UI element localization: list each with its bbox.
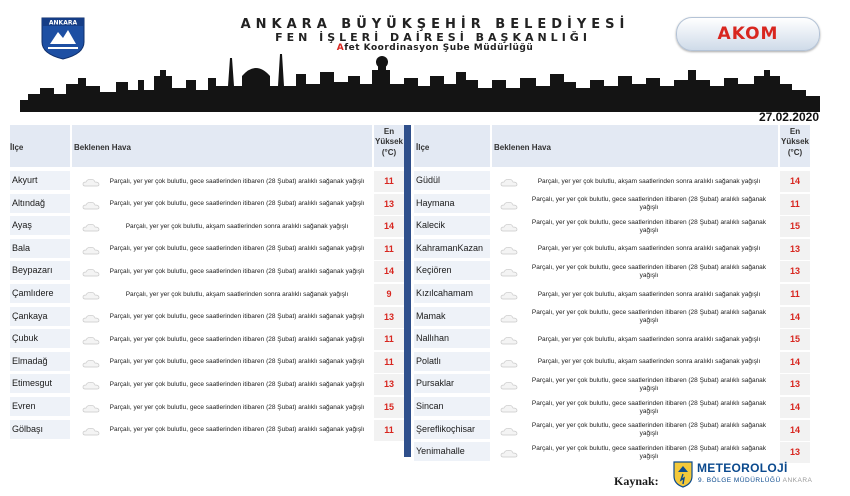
header-beklenen-cell (72, 125, 372, 167)
max-temperature: 13 (374, 307, 404, 328)
header-department-initial: A (336, 43, 345, 53)
table-row (414, 329, 812, 350)
header-department-rest: fet Koordinasyon Şube Müdürlüğü (344, 43, 534, 53)
max-temperature: 15 (780, 329, 810, 350)
forecast-description: Parçalı, yer yer çok bulutlu, gece saatlerinden itibaren (28 Şubat) aralıklı sağanak yağışlı (531, 444, 767, 460)
cloud-icon (500, 333, 518, 343)
max-temperature: 13 (780, 261, 810, 282)
header-temp-line1: En (383, 127, 395, 136)
cloud-icon (500, 220, 518, 230)
header-beklenen-right-cell (492, 125, 778, 167)
cloud-icon (500, 311, 518, 321)
forecast-description: Parçalı, yer yer çok bulutlu, akşam saatlerinden sonra aralıklı sağanak yağışlı (537, 245, 761, 253)
header-beklenen: Beklenen Hava (74, 143, 131, 152)
cloud-icon (500, 356, 518, 366)
forecast-description: Parçalı, yer yer çok bulutlu, gece saatlerinden itibaren (28 Şubat) aralıklı sağanak yağışlı (531, 309, 767, 325)
meteoroloji-subtitle (698, 477, 812, 484)
max-temperature: 11 (374, 352, 404, 373)
cloud-icon (82, 220, 100, 230)
forecast-description: Parçalı, yer yer çok bulutlu, akşam saatlerinden sonra aralıklı sağanak yağışlı (125, 222, 349, 230)
cloud-icon (500, 288, 518, 298)
meteoroloji-city: ANKARA (782, 477, 813, 484)
max-temperature: 13 (374, 194, 404, 215)
header-temp-line3: (°C) (381, 148, 397, 157)
district-name: Çubuk (10, 329, 70, 348)
max-temperature: 9 (374, 284, 404, 305)
table-row (414, 420, 812, 441)
forecast-description: Parçalı, yer yer çok bulutlu, gece saatlerinden itibaren (28 Şubat) aralıklı sağanak yağışlı (531, 399, 767, 415)
header-ilce-cell (10, 125, 70, 167)
svg-text:ANKARA: ANKARA (48, 19, 78, 27)
cloud-icon (500, 401, 518, 411)
district-name: Kalecik (414, 216, 490, 235)
forecast-description: Parçalı, yer yer çok bulutlu, akşam saatlerinden sonra aralıklı sağanak yağışlı (537, 290, 761, 298)
table-row (10, 329, 404, 350)
district-name: Gölbaşı (10, 420, 70, 439)
max-temperature: 11 (780, 194, 810, 215)
max-temperature: 15 (374, 397, 404, 418)
max-temperature: 11 (374, 171, 404, 192)
max-temperature: 14 (780, 352, 810, 373)
header-ilce: İlçe (10, 143, 24, 152)
district-name: Sincan (414, 397, 490, 416)
forecast-description: Parçalı, yer yer çok bulutlu, gece saatlerinden itibaren (28 Şubat) aralıklı sağanak yağışlı (109, 380, 365, 388)
district-name: Bala (10, 239, 70, 258)
table-row (10, 397, 404, 418)
table-row (414, 397, 812, 418)
header-temp-right-line1: En (789, 127, 801, 136)
max-temperature: 14 (780, 420, 810, 441)
district-name: Güdül (414, 171, 490, 190)
forecast-description: Parçalı, yer yer çok bulutlu, gece saatlerinden itibaren (28 Şubat) aralıklı sağanak yağışlı (531, 422, 767, 438)
table-row (10, 374, 404, 395)
cloud-icon (82, 311, 100, 321)
forecast-description: Parçalı, yer yer çok bulutlu, gece saatlerinden itibaren (28 Şubat) aralıklı sağanak yağışlı (109, 313, 365, 321)
meteoroloji-logo-icon (672, 460, 694, 488)
meteoroloji-subtitle-text: 9. BÖLGE MÜDÜRLÜĞÜ (698, 477, 781, 484)
table-row (10, 420, 404, 441)
table-row (414, 352, 812, 373)
header-beklenen-right: Beklenen Hava (494, 143, 551, 152)
district-name: Polatlı (414, 352, 490, 371)
district-name: Elmadağ (10, 352, 70, 371)
max-temperature: 11 (374, 329, 404, 350)
table-row (10, 352, 404, 373)
forecast-description: Parçalı, yer yer çok bulutlu, gece saatlerinden itibaren (28 Şubat) aralıklı sağanak yağışlı (109, 358, 365, 366)
max-temperature: 11 (374, 420, 404, 441)
forecast-description: Parçalı, yer yer çok bulutlu, gece saatlerinden itibaren (28 Şubat) aralıklı sağanak yağışlı (531, 196, 767, 212)
table-row (10, 261, 404, 282)
max-temperature: 14 (374, 261, 404, 282)
meteoroloji-title: METEOROLOJİ (697, 461, 788, 475)
ankara-skyline-image (20, 50, 820, 112)
district-name: Çankaya (10, 307, 70, 326)
max-temperature: 11 (780, 284, 810, 305)
cloud-icon (82, 401, 100, 411)
table-row (10, 216, 404, 237)
cloud-icon (500, 378, 518, 388)
forecast-description: Parçalı, yer yer çok bulutlu, gece saatlerinden itibaren (28 Şubat) aralıklı sağanak yağışlı (531, 376, 767, 392)
max-temperature: 14 (780, 307, 810, 328)
max-temperature: 11 (374, 239, 404, 260)
district-name: Etimesgut (10, 374, 70, 393)
table-row (10, 194, 404, 215)
akom-logo (676, 17, 820, 51)
cloud-icon (500, 446, 518, 456)
cloud-icon (82, 243, 100, 253)
forecast-description: Parçalı, yer yer çok bulutlu, akşam saatlerinden sonra aralıklı sağanak yağışlı (125, 290, 349, 298)
cloud-icon (82, 175, 100, 185)
district-name: Evren (10, 397, 70, 416)
cloud-icon (500, 198, 518, 208)
forecast-description: Parçalı, yer yer çok bulutlu, gece saatlerinden itibaren (28 Şubat) aralıklı sağanak yağışlı (109, 335, 365, 343)
cloud-icon (500, 424, 518, 434)
max-temperature: 13 (780, 374, 810, 395)
header-temp-cell (374, 125, 404, 167)
max-temperature: 14 (780, 397, 810, 418)
header-subtitle: FEN İŞLERİ DAİRESİ BAŞKANLIĞI (275, 31, 591, 44)
max-temperature: 15 (780, 216, 810, 237)
table-separator (404, 125, 411, 457)
header-temp-right-cell (780, 125, 810, 167)
table-row (414, 239, 812, 260)
akom-logo-text: AKOM (717, 24, 779, 44)
table-row (414, 284, 812, 305)
cloud-icon (500, 265, 518, 275)
table-row (10, 307, 404, 328)
table-row (10, 239, 404, 260)
forecast-description: Parçalı, yer yer çok bulutlu, akşam saatlerinden sonra aralıklı sağanak yağışlı (537, 358, 761, 366)
cloud-icon (500, 175, 518, 185)
district-name: Nallıhan (414, 329, 490, 348)
district-name: Ayaş (10, 216, 70, 235)
max-temperature: 13 (780, 239, 810, 260)
district-name: Kızılcahamam (414, 284, 490, 303)
district-name: KahramanKazan (414, 239, 490, 258)
forecast-description: Parçalı, yer yer çok bulutlu, gece saatlerinden itibaren (28 Şubat) aralıklı sağanak yağışlı (531, 263, 767, 279)
district-name: Altındağ (10, 194, 70, 213)
header-ilce-right: İlçe (416, 143, 430, 152)
table-row (10, 171, 404, 192)
cloud-icon (82, 333, 100, 343)
district-name: Akyurt (10, 171, 70, 190)
forecast-description: Parçalı, yer yer çok bulutlu, gece saatlerinden itibaren (28 Şubat) aralıklı sağanak yağışlı (109, 177, 365, 185)
forecast-description: Parçalı, yer yer çok bulutlu, gece saatlerinden itibaren (28 Şubat) aralıklı sağanak yağışlı (109, 426, 365, 434)
forecast-description: Parçalı, yer yer çok bulutlu, gece saatlerinden itibaren (28 Şubat) aralıklı sağanak yağışlı (531, 218, 767, 234)
forecast-description: Parçalı, yer yer çok bulutlu, akşam saatlerinden sonra aralıklı sağanak yağışlı (537, 335, 761, 343)
max-temperature: 14 (780, 171, 810, 192)
max-temperature: 13 (780, 442, 810, 463)
header-temp-line2: Yüksek (374, 137, 404, 146)
forecast-description: Parçalı, yer yer çok bulutlu, akşam saatlerinden sonra aralıklı sağanak yağışlı (537, 177, 761, 185)
district-name: Şereflikoçhisar (414, 420, 490, 439)
table-row (10, 284, 404, 305)
cloud-icon (82, 356, 100, 366)
district-name: Keçiören (414, 261, 490, 280)
table-row (414, 261, 812, 282)
district-name: Haymana (414, 194, 490, 213)
cloud-icon (82, 378, 100, 388)
cloud-icon (82, 288, 100, 298)
table-row (414, 171, 812, 192)
forecast-description: Parçalı, yer yer çok bulutlu, gece saatlerinden itibaren (28 Şubat) aralıklı sağanak yağışlı (109, 245, 365, 253)
cloud-icon (500, 243, 518, 253)
cloud-icon (82, 424, 100, 434)
forecast-description: Parçalı, yer yer çok bulutlu, gece saatlerinden itibaren (28 Şubat) aralıklı sağanak yağışlı (109, 403, 365, 411)
table-row (414, 307, 812, 328)
max-temperature: 14 (374, 216, 404, 237)
cloud-icon (82, 265, 100, 275)
source-label: Kaynak: (614, 474, 659, 488)
max-temperature: 13 (374, 374, 404, 395)
district-name: Çamlıdere (10, 284, 70, 303)
forecast-description: Parçalı, yer yer çok bulutlu, gece saatlerinden itibaren (28 Şubat) aralıklı sağanak yağışlı (109, 267, 365, 275)
header-temp-right-line3: (°C) (787, 148, 803, 157)
header-temp-right-line2: Yüksek (780, 137, 810, 146)
district-name: Pursaklar (414, 374, 490, 393)
table-row (414, 216, 812, 237)
forecast-description: Parçalı, yer yer çok bulutlu, gece saatlerinden itibaren (28 Şubat) aralıklı sağanak yağışlı (109, 200, 365, 208)
report-date: 27.02.2020 (758, 110, 819, 124)
district-name: Beypazarı (10, 261, 70, 280)
district-name: Yenimahalle (414, 442, 490, 461)
table-row (414, 194, 812, 215)
table-row (414, 374, 812, 395)
cloud-icon (82, 198, 100, 208)
header-title: ANKARA BÜYÜKŞEHİR BELEDİYESİ (240, 17, 630, 32)
district-name: Mamak (414, 307, 490, 326)
header-ilce-right-cell (414, 125, 490, 167)
